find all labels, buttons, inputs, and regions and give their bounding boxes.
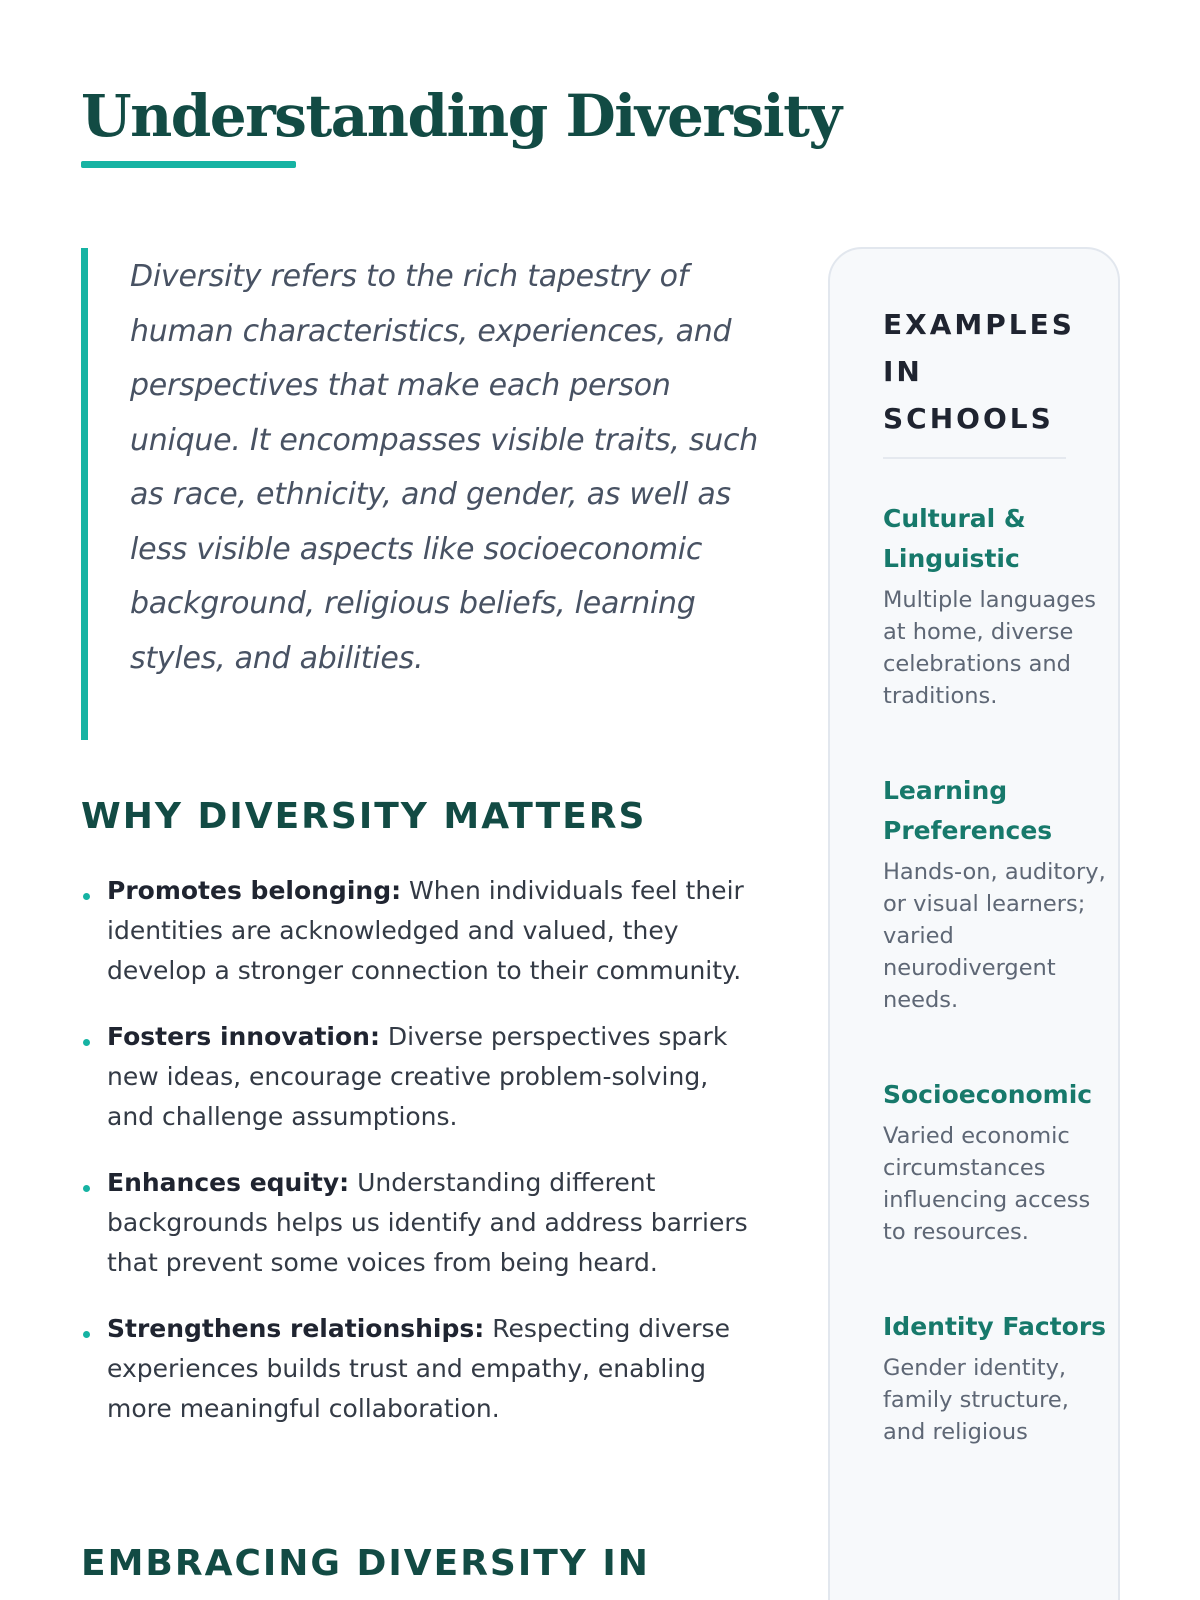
- benefit-term: Strengthens relationships:: [107, 1314, 485, 1343]
- example-title: Socioeconomic: [883, 1080, 1093, 1109]
- example-title: Cultural & Linguistic: [883, 504, 1026, 573]
- benefit-item-enhances-equity: [81, 1163, 761, 1283]
- example-title: Identity Factors: [883, 1312, 1107, 1341]
- example-description: Varied economic circumstances influencing access to resources.: [883, 1123, 1091, 1245]
- example-identity-factors: [883, 1307, 1113, 1448]
- sidebar-divider: [883, 457, 1066, 459]
- example-socioeconomic: [883, 1075, 1113, 1248]
- benefit-text: When individuals feel their identities are acknowledged and valued, they develop a stronger connection to their community.: [107, 876, 744, 985]
- page-title: Understanding Diversity: [81, 82, 841, 150]
- benefit-text: Diverse perspectives spark new ideas, encourage creative problem-solving, and challenge assumptions.: [107, 1022, 728, 1131]
- example-description: Gender identity, family structure, and religious: [883, 1355, 1069, 1445]
- embracing-diversity-heading: EMBRACING DIVERSITY IN: [81, 1543, 650, 1584]
- title-underline: [81, 161, 296, 168]
- example-description: Hands-on, auditory, or visual learners; varied neurodivergent needs.: [883, 859, 1106, 1013]
- example-learning-preferences: [883, 771, 1113, 1016]
- benefit-text: Respecting diverse experiences builds trust and empathy, enabling more meaningful collaboration.: [107, 1314, 730, 1423]
- main-content: [81, 248, 761, 1584]
- benefit-item-promotes-belonging: [81, 871, 761, 991]
- intro-quote-text: Diversity refers to the rich tapestry of human characteristics, experiences, and perspectives that make each person unique. It encompasses visible traits, such as race, ethnicity, and gender, as well as less visible aspects like socioeconomic background, religious beliefs, learning styles, and abilities.: [130, 259, 759, 676]
- benefit-text: Understanding different backgrounds helps us identify and address barriers that prevent some voices from being heard.: [107, 1168, 748, 1277]
- benefit-item-fosters-innovation: [81, 1017, 761, 1137]
- example-description: Multiple languages at home, diverse celebrations and traditions.: [883, 587, 1097, 709]
- sidebar-heading: EXAMPLES IN SCHOOLS: [883, 308, 1075, 435]
- example-title: Learning Preferences: [883, 776, 1053, 845]
- why-diversity-matters-heading: WHY DIVERSITY MATTERS: [81, 796, 647, 837]
- bullet-dot-icon: [83, 893, 90, 900]
- benefits-list: [81, 871, 761, 1455]
- benefit-term: Fosters innovation:: [107, 1022, 380, 1051]
- examples-list: [883, 499, 1113, 1507]
- examples-sidebar: [828, 247, 1120, 1600]
- intro-quote: [81, 248, 760, 740]
- bullet-dot-icon: [83, 1185, 90, 1192]
- bullet-dot-icon: [83, 1039, 90, 1046]
- benefit-term: Enhances equity:: [107, 1168, 350, 1197]
- benefit-term: Promotes belonging:: [107, 876, 402, 905]
- bullet-dot-icon: [83, 1331, 90, 1338]
- example-cultural-linguistic: [883, 499, 1113, 712]
- benefit-item-strengthens-relationships: [81, 1309, 761, 1429]
